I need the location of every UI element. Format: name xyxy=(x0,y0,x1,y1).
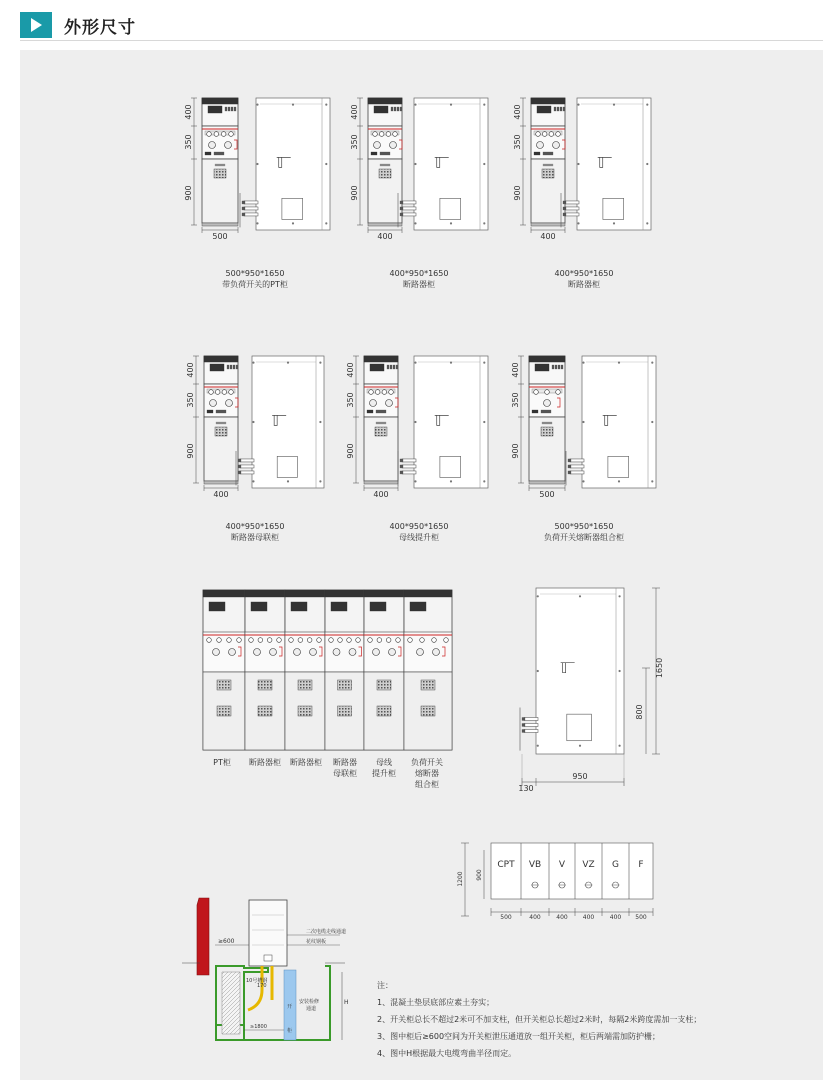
maint-label-1: 安装检修 xyxy=(299,999,320,1005)
dim-350: 350 xyxy=(513,134,522,150)
cabinet-group-5 xyxy=(346,356,488,499)
cabinet-size: 400*950*1650 xyxy=(225,522,285,531)
cable-compartment xyxy=(368,159,402,223)
dim-900: 900 xyxy=(513,185,522,201)
cable-bushing xyxy=(402,201,416,204)
plan-width: 400 xyxy=(609,914,622,921)
indicator-panel xyxy=(537,106,551,113)
note-item: 3、图中柜后≥600空间为开关柜泄压通道放一组开关柜，柜后两端需加防护栅； xyxy=(377,1032,661,1041)
vent-grille xyxy=(217,680,231,690)
cabinet-name: 带负荷开关的PT柜 xyxy=(222,280,288,289)
cabinet-top-strip xyxy=(531,98,565,104)
plan-cell-label: F xyxy=(638,860,644,870)
vent-grille xyxy=(542,169,554,178)
cabinet-side-view xyxy=(518,588,664,793)
cable-bushing xyxy=(244,207,258,210)
cabinet-group-3 xyxy=(513,98,651,241)
dim-350: 350 xyxy=(184,134,193,150)
indicator-panel xyxy=(374,106,388,113)
dim-170: 170 xyxy=(257,983,267,989)
inspection-window xyxy=(608,456,629,477)
indicator-panel xyxy=(208,106,222,113)
cabinet-group-6 xyxy=(511,356,656,499)
cable-bushing xyxy=(565,201,579,204)
cabinet-caption-4 xyxy=(200,521,310,543)
vent-grille xyxy=(421,680,435,690)
plan-width: 500 xyxy=(635,914,647,921)
cabinet-base xyxy=(531,223,565,226)
inspection-window xyxy=(440,456,461,477)
vent-grille xyxy=(421,706,435,716)
plan-cell-label: V xyxy=(558,860,566,870)
dim-depth: 950 xyxy=(572,772,588,781)
cable-bushing xyxy=(565,213,579,216)
cable-bushing xyxy=(402,207,416,210)
dim-400: 400 xyxy=(184,104,193,120)
dim-width: 500 xyxy=(212,232,228,241)
vent-grille xyxy=(258,706,272,716)
cabinet-caption-6 xyxy=(529,521,639,543)
note-item: 2、开关柜总长不超过2米可不加支柱，但开关柜总长超过2米时，每隔2米跨度需加一支柱； xyxy=(377,1015,702,1024)
vent-grille xyxy=(298,680,312,690)
dim-900: 900 xyxy=(511,443,520,459)
lineup-label-4: 断路器 母联柜 xyxy=(333,758,357,778)
plan-width: 400 xyxy=(529,914,541,921)
cabinet-group-2 xyxy=(350,98,488,241)
dim-400: 400 xyxy=(350,104,359,120)
cabinet-caption-2 xyxy=(364,268,474,290)
dim-1800: ≥1800 xyxy=(250,1024,267,1030)
vent-grille xyxy=(377,706,391,716)
note-item: 4、图中H根据最大电缆弯曲半径而定。 xyxy=(377,1049,517,1058)
cabinet-size: 400*950*1650 xyxy=(389,269,449,278)
dim-600: ≥600 xyxy=(218,938,235,945)
cabinet-top-strip xyxy=(529,356,565,362)
vent-grille xyxy=(379,169,391,178)
cabinet-top-strip xyxy=(368,98,402,104)
cable-bushing xyxy=(402,213,416,216)
inspection-window xyxy=(603,198,624,219)
plan-cell-label: VB xyxy=(528,860,542,870)
cable-bushing xyxy=(402,459,416,462)
cable-bushing xyxy=(565,207,579,210)
cable-compartment xyxy=(202,159,238,223)
lineup-label-6: 负荷开关 熔断器 组合柜 xyxy=(411,758,443,789)
dim-900: 900 xyxy=(350,185,359,201)
vent-grille xyxy=(338,680,352,690)
indicator-panel xyxy=(210,364,224,371)
cable-compartment xyxy=(364,417,398,481)
cabinet-size: 400*950*1650 xyxy=(389,522,449,531)
dim-400: 400 xyxy=(346,362,355,378)
cabinet-top-strip xyxy=(204,356,238,362)
cabinet-name: 负荷开关熔断器组合柜 xyxy=(544,533,624,542)
dim-width: 400 xyxy=(540,232,556,241)
lineup-label-3: 断路器柜 xyxy=(290,758,322,767)
dim-350: 350 xyxy=(511,392,520,408)
plan-dim-900: 900 xyxy=(476,869,483,881)
foundation-section xyxy=(182,898,349,1040)
cabinet-caption-5 xyxy=(364,521,474,543)
maint-label-2: 通道 xyxy=(306,1006,317,1012)
plan-width: 400 xyxy=(556,914,568,921)
cable-bushing xyxy=(524,723,538,726)
plan-width: 400 xyxy=(582,914,595,921)
cabinet-top-strip xyxy=(364,356,398,362)
note-item: 1、混凝土垫层底部应素土夯实； xyxy=(377,998,495,1007)
inspection-window xyxy=(567,714,592,741)
cabinet-caption-3 xyxy=(529,268,639,290)
cabinet-size: 400*950*1650 xyxy=(554,269,614,278)
dim-400: 400 xyxy=(511,362,520,378)
plan-width: 500 xyxy=(500,914,512,921)
indicator-panel xyxy=(535,364,549,371)
vent-grille xyxy=(541,427,553,436)
cable-compartment xyxy=(204,417,238,481)
vent-grille xyxy=(298,706,312,716)
dim-350: 350 xyxy=(186,392,195,408)
open-label: 开 xyxy=(287,1004,293,1010)
cabinet-name: 断路器柜 xyxy=(568,280,600,289)
cabinet-group-4 xyxy=(186,356,324,499)
dim-900: 900 xyxy=(186,443,195,459)
dim-400: 400 xyxy=(513,104,522,120)
cabinet-size: 500*950*1650 xyxy=(225,269,285,278)
cable-bushing xyxy=(244,213,258,216)
dim-350: 350 xyxy=(350,134,359,150)
cabinet-base xyxy=(529,481,565,484)
notes xyxy=(377,977,701,1062)
channel-label: 二次电缆走线通道 xyxy=(306,929,347,935)
cabinet-caption-1 xyxy=(200,268,310,290)
cabinet-base xyxy=(202,223,238,226)
cabinet-group-1 xyxy=(184,98,330,241)
cable-compartment xyxy=(531,159,565,223)
cabinet-size: 500*950*1650 xyxy=(554,522,614,531)
vent-grille xyxy=(338,706,352,716)
inspection-window xyxy=(277,456,297,477)
dim-h: H xyxy=(344,999,349,1006)
notes-title: 注： xyxy=(377,981,393,990)
cable-compartment xyxy=(529,417,565,481)
cabinet-base xyxy=(204,481,238,484)
vent-grille xyxy=(375,427,387,436)
plan-cell-label: VZ xyxy=(582,860,595,870)
dim-offset: 130 xyxy=(518,784,534,793)
cable-bushing xyxy=(524,729,538,732)
lineup-label-2: 断路器柜 xyxy=(249,758,281,767)
cable-bushing xyxy=(524,717,538,720)
lineup-label-1: PT柜 xyxy=(213,758,231,767)
lineup-label-5: 母线 提升柜 xyxy=(372,758,396,778)
vent-grille xyxy=(215,427,227,436)
indicator-panel xyxy=(370,364,384,371)
cabinet-top-strip xyxy=(202,98,238,104)
cable-bushing xyxy=(244,201,258,204)
cable-bushing xyxy=(402,465,416,468)
cable-bushing xyxy=(570,459,584,462)
cabinet-name: 断路器母联柜 xyxy=(231,533,279,542)
wall xyxy=(197,898,209,975)
plan-cell-label: CPT xyxy=(497,860,515,870)
dim-total-height: 1650 xyxy=(655,657,664,679)
dim-350: 350 xyxy=(346,392,355,408)
cabinet-base xyxy=(368,223,402,226)
dim-900: 900 xyxy=(346,443,355,459)
dim-900: 900 xyxy=(184,185,193,201)
dim-width: 400 xyxy=(373,490,389,499)
plan-dim-1200: 1200 xyxy=(457,871,464,887)
dim-width: 400 xyxy=(377,232,393,241)
vent-grille xyxy=(217,706,231,716)
cabinet-base xyxy=(364,481,398,484)
cabinet-name: 断路器柜 xyxy=(403,280,435,289)
dim-front-height: 800 xyxy=(635,704,644,720)
plate-label: 花纹钢板 xyxy=(306,939,327,945)
cabinet-name: 母线提升柜 xyxy=(399,533,439,542)
plan-cell-label: G xyxy=(612,860,619,870)
cable-bushing xyxy=(240,471,254,474)
cable-bushing xyxy=(240,465,254,468)
steel-label: 10号槽钢 xyxy=(246,978,268,984)
dim-width: 400 xyxy=(213,490,229,499)
dim-width: 500 xyxy=(539,490,555,499)
cabinet-label: 柜 xyxy=(287,1028,293,1034)
inspection-window xyxy=(440,198,461,219)
dim-400: 400 xyxy=(186,362,195,378)
inspection-window xyxy=(282,198,303,219)
cable-bushing xyxy=(402,471,416,474)
cabinet-lineup-front xyxy=(203,590,452,750)
page-title: 外形尺寸 xyxy=(64,18,136,38)
cable-bushing xyxy=(570,471,584,474)
vent-grille xyxy=(258,680,272,690)
cable-bushing xyxy=(240,459,254,462)
floor-plan xyxy=(457,843,653,921)
cable-bushing xyxy=(570,465,584,468)
vent-grille xyxy=(214,169,226,178)
vent-grille xyxy=(377,680,391,690)
